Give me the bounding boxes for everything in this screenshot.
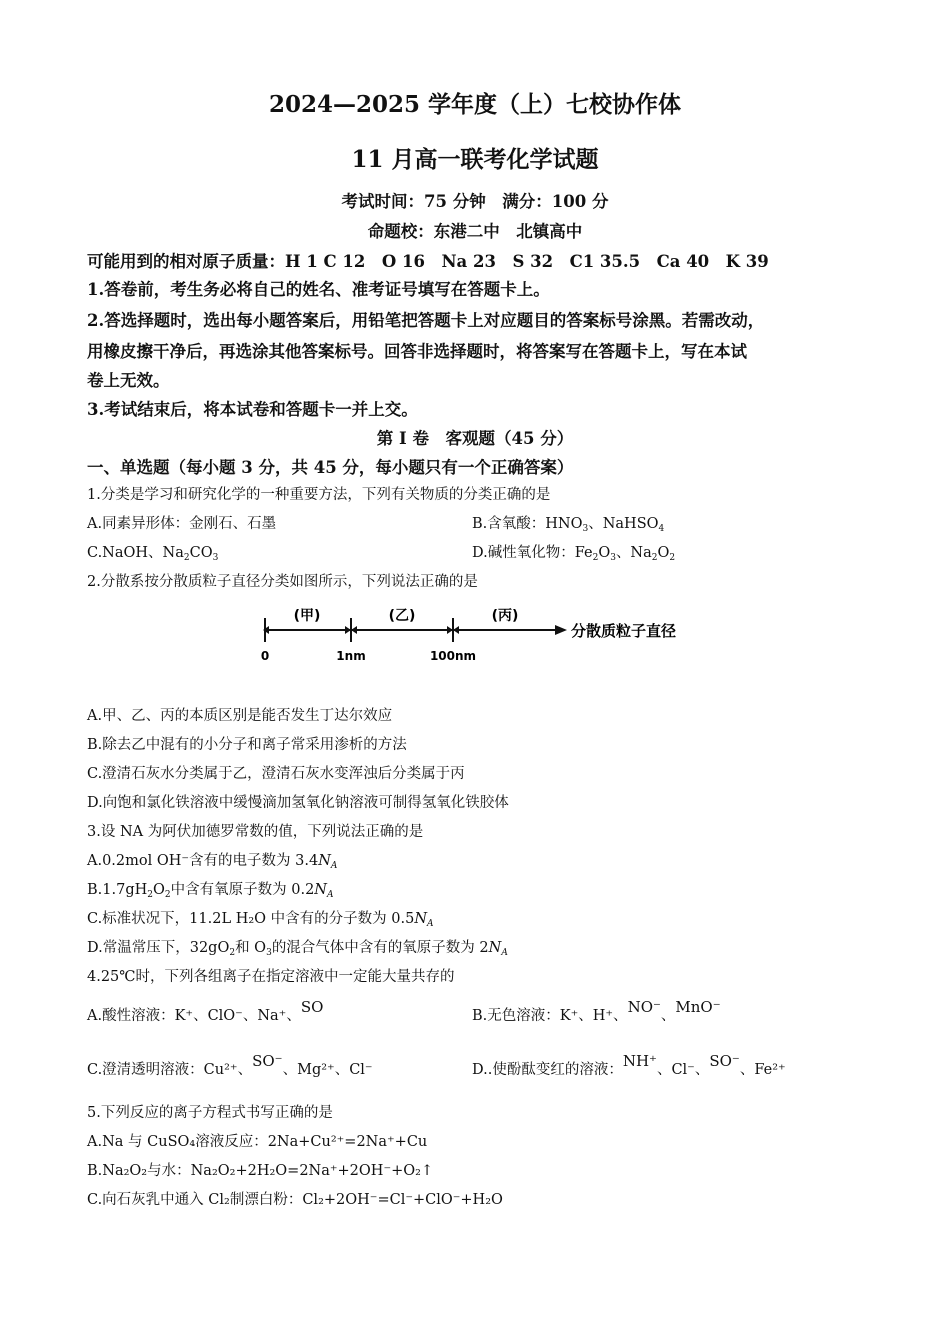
q1-stem: 1.分类是学习和研究化学的一种重要方法，下列有关物质的分类正确的是 <box>87 487 551 503</box>
q2-stem: 2.分散系按分散质粒子直径分类如图所示，下列说法正确的是 <box>87 574 478 590</box>
q2-option-d: D.向饱和氯化铁溶液中缓慢滴加氢氧化钠溶液可制得氢氧化铁胶体 <box>87 795 509 811</box>
q3-option-b: $B.1.7gH_2O_2$中含有氧原子数为 $0.2N_A$ <box>87 882 334 900</box>
atomic-masses: 可能用到的相对原子质量：H 1 C 12 O 16 Na 23 S 32 C1 35.5 Ca 40 K 39 <box>87 252 769 271</box>
part-title: 一、单选题（每小题 3 分，共 45 分，每小题只有一个正确答案） <box>87 458 574 477</box>
axis-label: 分散质粒子直径 <box>571 622 677 640</box>
q2-option-b: B.除去乙中混有的小分子和离子常采用渗析的方法 <box>87 737 407 753</box>
q4-option-d: D..使酚酞变红的溶液：NH⁺、Cl⁻、SO⁻、Fe²⁺ <box>472 1052 786 1078</box>
q4-option-c: C.澄清透明溶液：Cu²⁺、SO⁻、Mg²⁺、Cl⁻ <box>87 1052 373 1078</box>
instruction-2-end: 卷上无效。 <box>87 371 170 390</box>
instruction-3: 3.考试结束后，将本试卷和答题卡一并上交。 <box>87 400 418 419</box>
label-jia: (甲) <box>293 608 321 624</box>
q5-option-c: C.向石灰乳中通入 Cl₂制漂白粉：Cl₂+2OH⁻=Cl⁻+ClO⁻+H₂O <box>87 1192 503 1208</box>
q4-option-a: A.酸性溶液：K⁺、ClO⁻、Na⁺、SO <box>87 998 324 1024</box>
q3-stem: 3.设 NA 为阿伏加德罗常数的值，下列说法正确的是 <box>87 824 424 840</box>
q3-option-a: A.0.2mol OH⁻含有的电子数为 $3.4N_A$ <box>87 853 338 871</box>
q3-option-d: D.常温常压下，$32gO_2$和 $O_3$的混合气体中含有的氧原子数为 $2N_A$ <box>87 940 508 958</box>
q5-stem: 5.下列反应的离子方程式书写正确的是 <box>87 1105 333 1121</box>
axis-arrow <box>555 625 567 635</box>
q1-option-b: B.含氧酸：$HNO_3$、NaHSO$_4$ <box>472 516 665 534</box>
tick-100nm-label: 100nm <box>429 649 477 663</box>
exam-title: 2024—2025 学年度（上）七校协作体 <box>268 91 682 118</box>
q5-option-a: A.Na 与 CuSO₄溶液反应：2Na+Cu²⁺=2Na⁺+Cu <box>87 1134 428 1150</box>
q3-option-c: C.标准状况下，11.2L H₂O 中含有的分子数为 $0.5N_A$ <box>87 911 434 929</box>
q1-option-a: A.同素异形体：金刚石、石墨 <box>87 516 277 532</box>
label-yi: (乙) <box>388 608 416 624</box>
exam-schools: 命题校：东港二中 北镇高中 <box>367 222 583 241</box>
q1-option-c: C.NaOH、$Na_2CO_3$ <box>87 545 219 563</box>
instruction-1: 1.答卷前，考生务必将自己的姓名、准考证号填写在答题卡上。 <box>87 280 550 299</box>
instruction-2: 2.答选择题时，选出每小题答案后，用铅笔把答题卡上对应题目的答案标号涂黑。若需改动， <box>87 311 765 330</box>
q1-option-d: D.碱性氧化物：$Fe_2O_3$、$Na_2O_2$ <box>472 545 676 563</box>
dispersion-diagram <box>255 598 695 668</box>
tick-0-label: 0 <box>260 649 270 663</box>
tick-1nm-label: 1nm <box>336 649 366 663</box>
q4-stem: 4.25℃时，下列各组离子在指定溶液中一定能大量共存的 <box>87 969 455 985</box>
label-bing: (丙) <box>491 608 519 624</box>
q2-option-a: A.甲、乙、丙的本质区别是能否发生丁达尔效应 <box>87 708 393 724</box>
exam-subtitle: 11 月高一联考化学试题 <box>351 146 599 173</box>
q4-option-a-ion: SO <box>300 998 324 1016</box>
instruction-2-cont: 用橡皮擦干净后，再选涂其他答案标号。回答非选择题时，将答案写在答题卡上，写在本试 <box>87 342 747 361</box>
exam-info: 考试时间：75 分钟 满分：100 分 <box>341 192 609 211</box>
section-title: 第 I 卷 客观题（45 分） <box>376 429 574 448</box>
q5-option-b: B.Na₂O₂与水：Na₂O₂+2H₂O=2Na⁺+2OH⁻+O₂↑ <box>87 1163 434 1179</box>
q2-option-c: C.澄清石灰水分类属于乙，澄清石灰水变浑浊后分类属于丙 <box>87 766 465 782</box>
q4-option-b: B.无色溶液：K⁺、H⁺、NO⁻、MnO⁻ <box>472 998 721 1024</box>
